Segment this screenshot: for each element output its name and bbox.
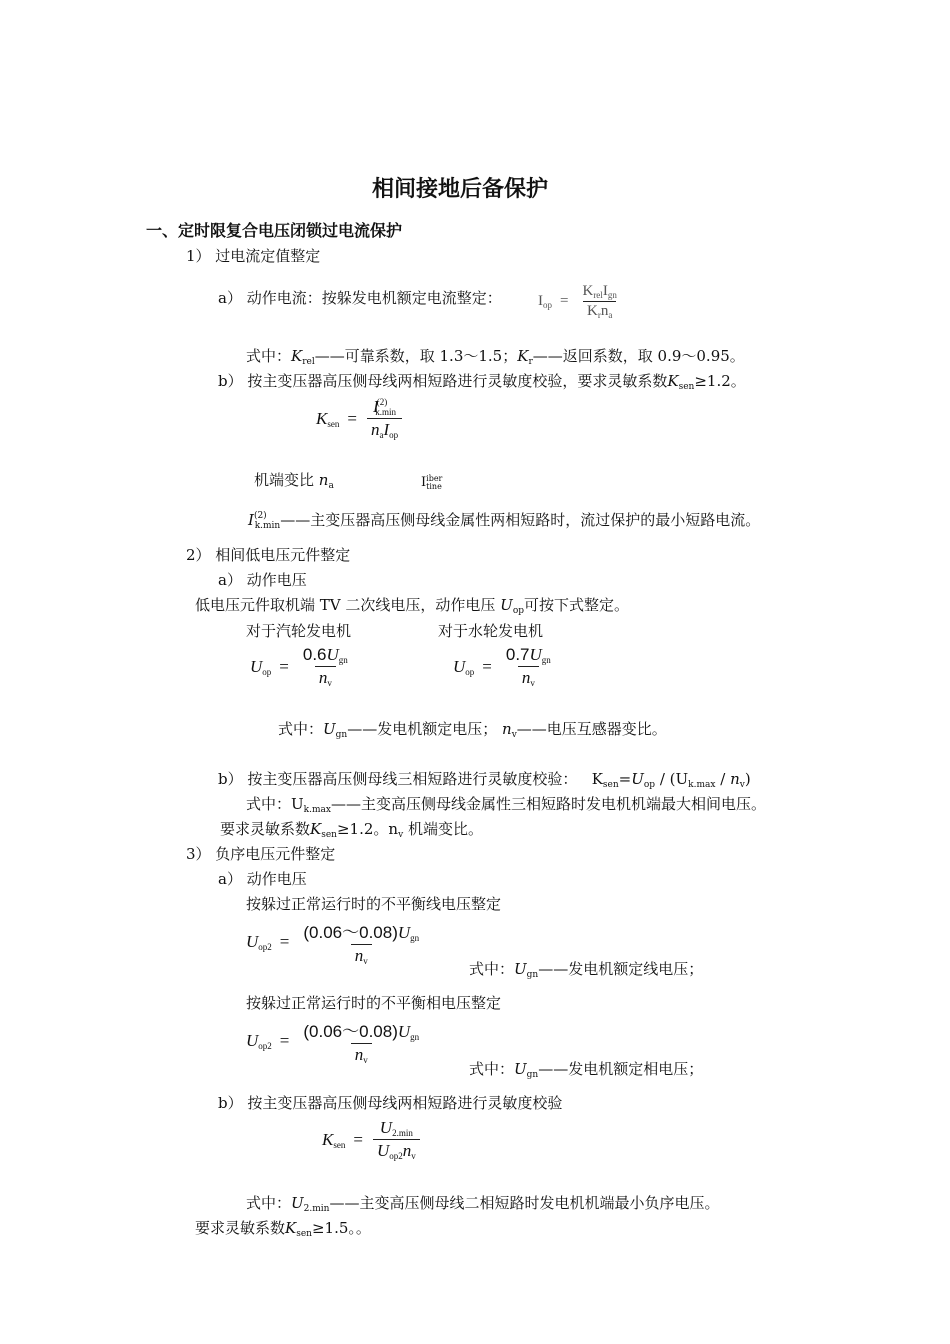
formula-ksen-2: $K_{sen}$ = $\frac{U_{2.min}}{U_{op2}n_v}$ xyxy=(322,1118,420,1161)
ikmin-description: $I^{(2)}_{k.min}——$主变压器高压侧母线金属性两相短路时，流过保护的最小短路电流。 xyxy=(248,511,761,531)
where-clause-6: 式中：$U_{gn}——$发电机额定相电压； xyxy=(469,1060,704,1080)
garbled-symbol: Iiber tine xyxy=(421,473,443,491)
formula-uop2-phase: $U_{op2}$ = $\frac{(0.06\sim 0.08)U_{gn}}{n_v}$ xyxy=(246,1022,420,1065)
item-3-a: a） 动作电压 xyxy=(218,870,307,888)
formula-uop-steam: $U_{op}$ = $\frac{0.6U_{gn}}{n_v}$ xyxy=(250,645,348,688)
formula-ksen-1: $K_{sen}$ = $\frac{I^{(2)}_{k.min}}{n_aI_{op}}$ xyxy=(316,397,402,440)
item-3-b: b） 按主变压器高压侧母线两相短路进行灵敏度校验 xyxy=(218,1094,563,1112)
sub-b-sensitivity: b） 按主变压器高压侧母线两相短路进行灵敏度校验，要求灵敏系数$K_{sen}\ge 1.2$。 xyxy=(218,372,746,392)
requirement-3: 要求灵敏系数$K_{sen}\ge 1.5$。。 xyxy=(195,1219,371,1239)
where-clause-5: 式中：$U_{gn}——$发电机额定线电压； xyxy=(469,960,704,980)
item-1-heading: 1） 过电流定值整定 xyxy=(186,247,321,265)
item-2-heading: 2） 相间低电压元件整定 xyxy=(186,546,351,564)
negative-seq-line-desc: 按躲过正常运行时的不平衡线电压整定 xyxy=(246,895,502,913)
sub-a-label: a） 动作电流：按躲发电机额定电流整定： xyxy=(218,289,502,307)
where-clause-1: 式中：$K_{rel}——$可靠系数，取 1.3～1.5；$K_r——$返回系数，取 0.9～0.95。 xyxy=(246,347,745,367)
item-2-a: a） 动作电压 xyxy=(218,571,307,589)
formula-uop-hydro: $U_{op}$ = $\frac{0.7U_{gn}}{n_v}$ xyxy=(453,645,551,688)
item-2-b: b） 按主变压器高压侧母线三相短路进行灵敏度校验： $K_{sen}=U_{op} / (U_{k.max} / n_v)$ xyxy=(218,770,751,790)
page-title: 相间接地后备保护 xyxy=(372,177,549,202)
formula-uop2-line: $U_{op2}$ = $\frac{(0.06\sim 0.08)U_{gn}}{n_v}$ xyxy=(246,923,420,966)
where-clause-3: 式中：$U_{k.max}——$主变高压侧母线金属性三相短路时发电机机端最大相间电压。 xyxy=(246,795,766,815)
steam-turbine-label: 对于汽轮发电机 xyxy=(246,622,352,640)
where-clause-2: 式中：$U_{gn}——$发电机额定电压； $n_v——$电压互感器变比。 xyxy=(278,720,667,740)
requirement-2: 要求灵敏系数$K_{sen}\ge 1.2$。$n_v$ 机端变比。 xyxy=(220,820,483,840)
formula-iop: $I_{op}$ = $\frac{K_{rel}I_{gn}}{K_rn_a}$ xyxy=(538,283,617,320)
terminal-ratio: 机端变比 $n_a$ xyxy=(254,471,334,491)
item-3-heading: 3） 负序电压元件整定 xyxy=(186,845,336,863)
where-clause-7: 式中：$U_{2.min}——$主变高压侧母线二相短路时发电机机端最小负序电压。 xyxy=(246,1194,720,1214)
hydro-turbine-label: 对于水轮发电机 xyxy=(438,622,544,640)
negative-seq-phase-desc: 按躲过正常运行时的不平衡相电压整定 xyxy=(246,994,502,1012)
section-heading: 一、定时限复合电压闭锁过电流保护 xyxy=(146,221,403,240)
low-voltage-desc: 低电压元件取机端 TV 二次线电压，动作电压 $U_{op}$可按下式整定。 xyxy=(195,596,630,616)
